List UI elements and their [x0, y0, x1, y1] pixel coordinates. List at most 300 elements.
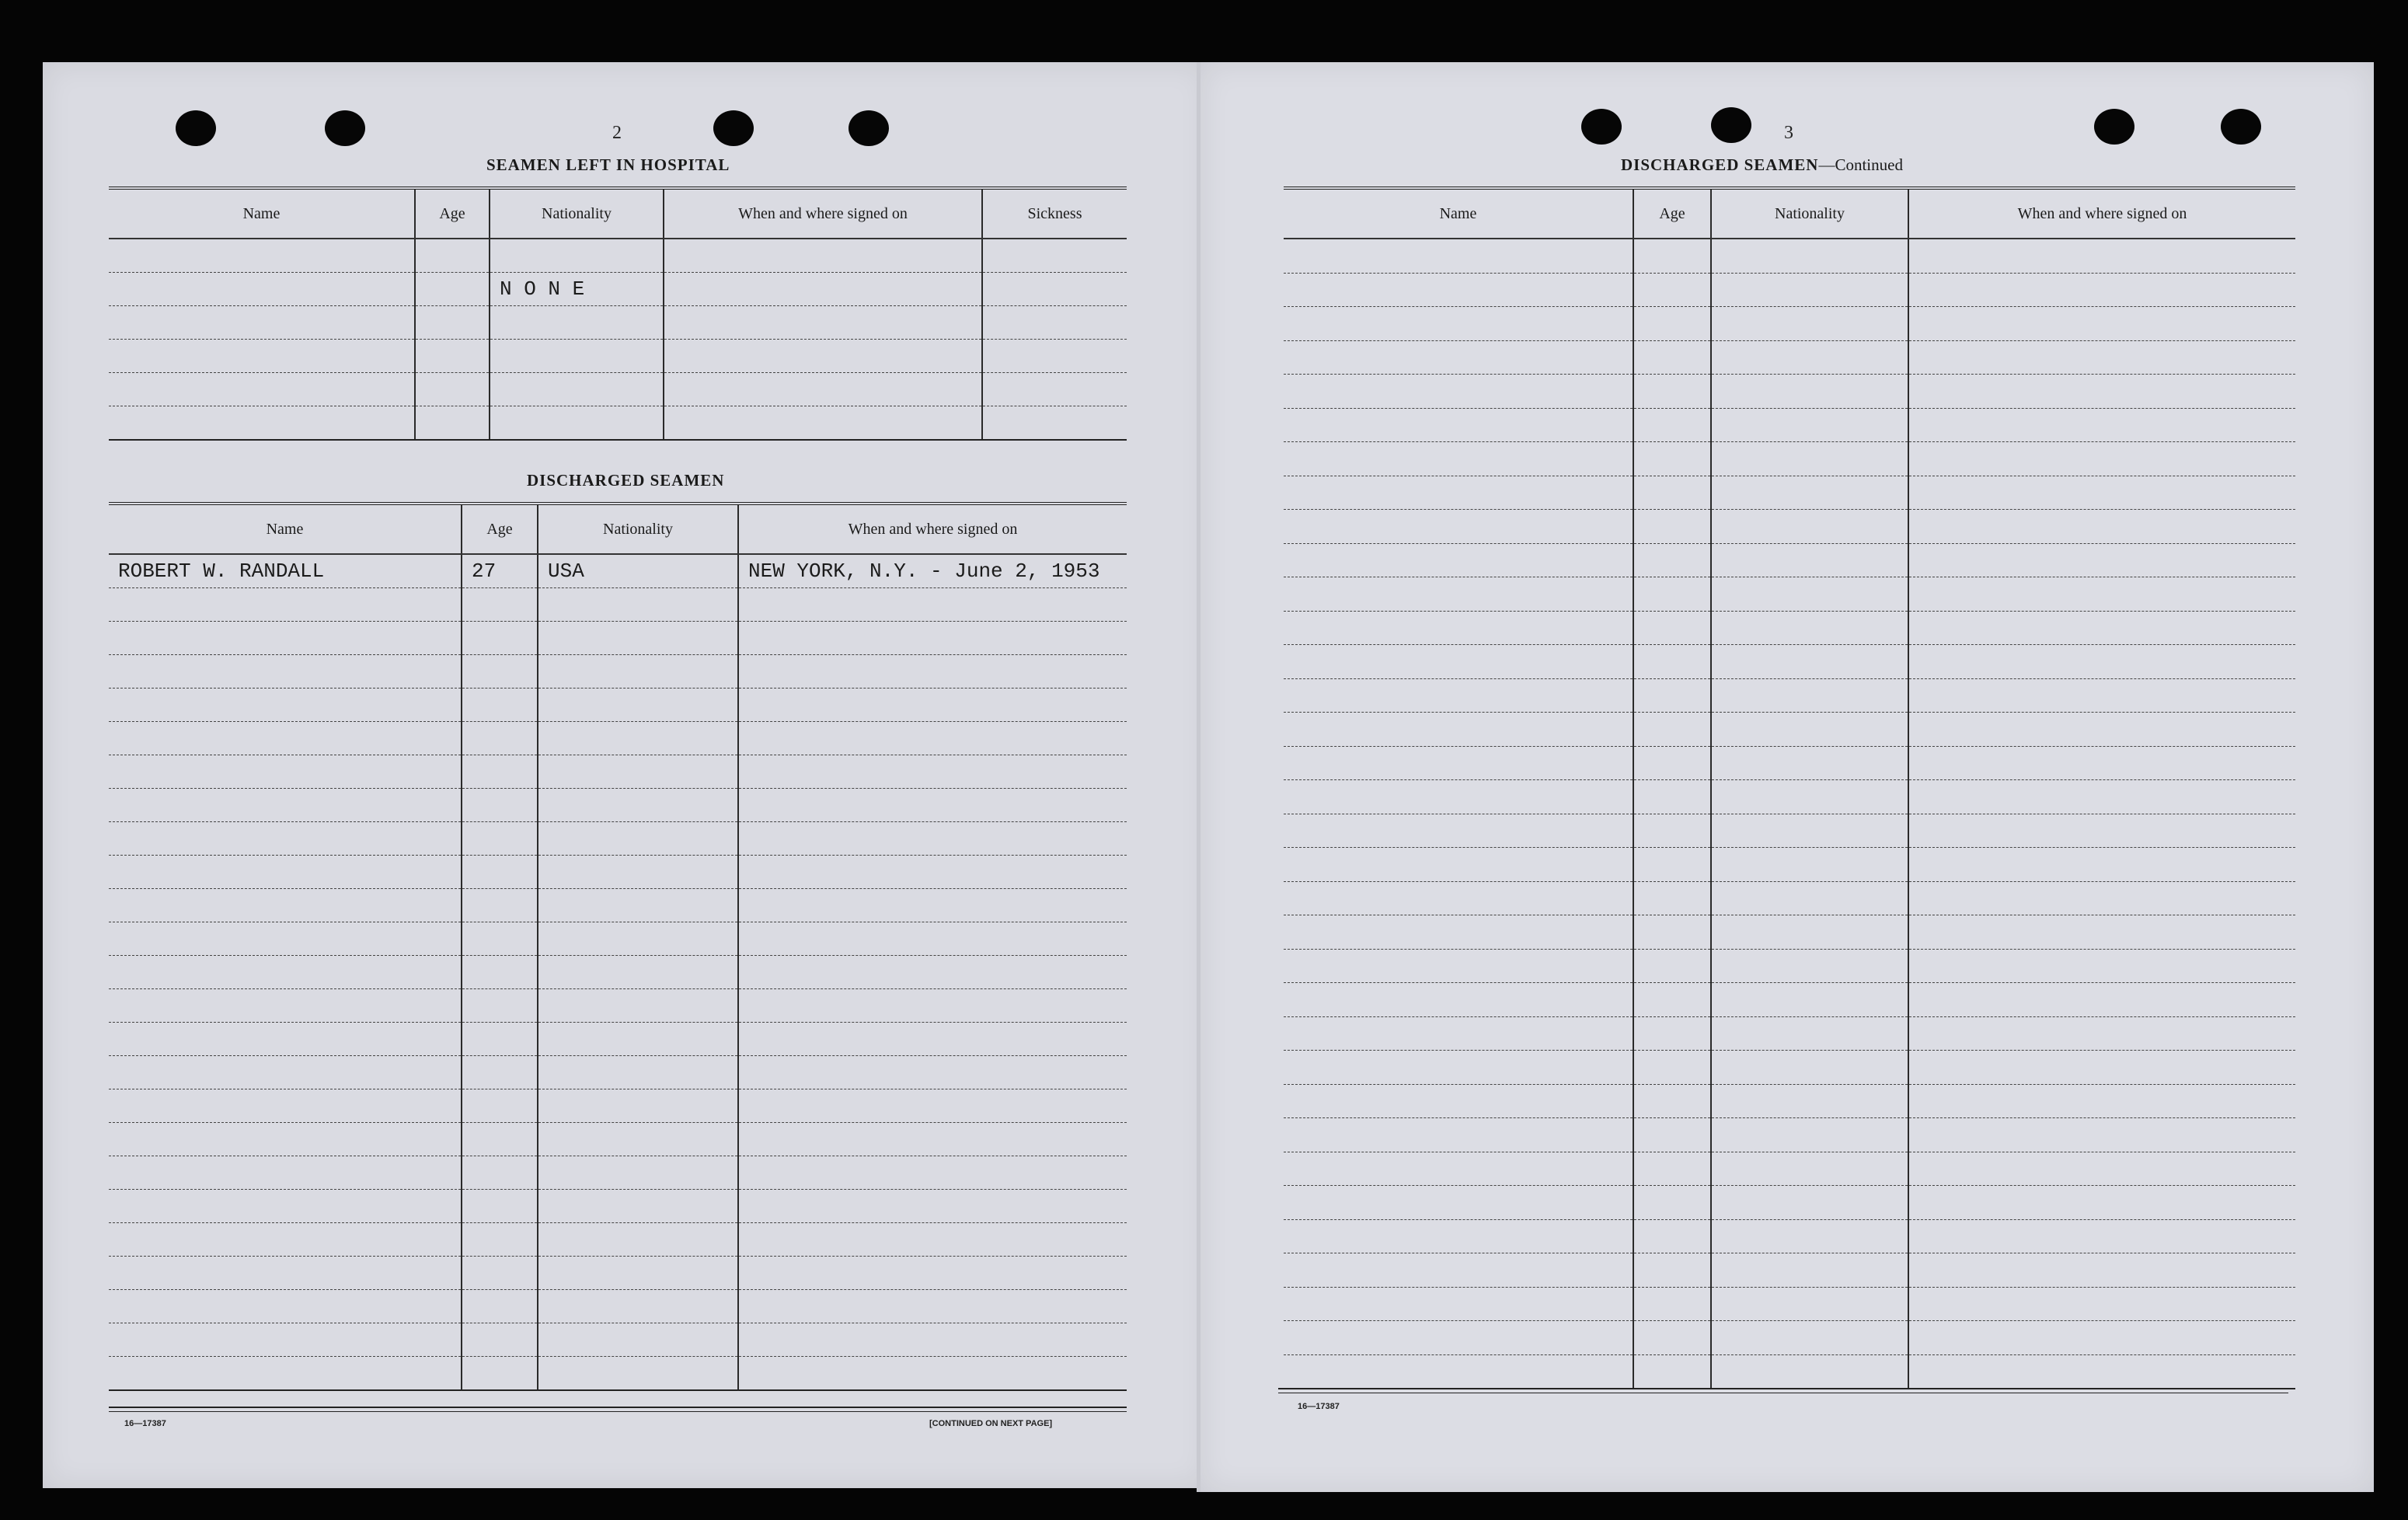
table-cell [1711, 510, 1908, 544]
table-cell [109, 1056, 462, 1089]
table-cell [490, 373, 664, 406]
table-row [1284, 239, 2295, 273]
table-cell [538, 956, 738, 989]
table-row [109, 1190, 1127, 1223]
table-row [1284, 1253, 2295, 1288]
table-row [109, 406, 1127, 441]
table-cell [109, 1290, 462, 1323]
title-text: DISCHARGED SEAMEN [1621, 155, 1819, 174]
table-cell [1908, 340, 2295, 375]
table-cell [490, 340, 664, 373]
table-cell [1633, 780, 1711, 814]
table-row [1284, 442, 2295, 476]
table-row [109, 1123, 1127, 1156]
table-row [1284, 1016, 2295, 1051]
table-row [1284, 476, 2295, 510]
table-cell [738, 822, 1127, 856]
table-cell [415, 239, 490, 273]
table-row [1284, 510, 2295, 544]
table-cell [109, 856, 462, 889]
table-row [109, 1257, 1127, 1290]
table-row [109, 306, 1127, 340]
table-cell [982, 239, 1127, 273]
table-row [1284, 408, 2295, 442]
table-cell [1284, 915, 1633, 950]
table-cell [1908, 780, 2295, 814]
table-cell [538, 1023, 738, 1056]
table-cell [1284, 273, 1633, 307]
table-row [109, 554, 1127, 588]
table-row [1284, 814, 2295, 848]
table-cell [538, 655, 738, 689]
table-cell [109, 1123, 462, 1156]
title-suffix: —Continued [1818, 155, 1903, 174]
table-cell [1284, 1354, 1633, 1389]
punch-hole [325, 110, 365, 146]
table-cell [109, 239, 415, 273]
table-cell [538, 1357, 738, 1391]
table-cell [664, 340, 982, 373]
table-cell [1711, 915, 1908, 950]
table-cell [109, 755, 462, 789]
table-cell [1908, 273, 2295, 307]
table-cell [1284, 949, 1633, 983]
table-cell [1908, 1219, 2295, 1253]
table-cell [109, 889, 462, 922]
table-cell [109, 689, 462, 722]
table-cell [1711, 814, 1908, 848]
table-row [109, 889, 1127, 922]
table-cell [1711, 307, 1908, 341]
table-cell [1711, 678, 1908, 713]
table-cell [462, 1290, 538, 1323]
table-cell [109, 1257, 462, 1290]
continued-note: [CONTINUED ON NEXT PAGE] [929, 1419, 1053, 1428]
table-cell [1908, 1354, 2295, 1389]
table-cell [538, 722, 738, 755]
table-cell [1284, 1321, 1633, 1355]
table-cell [538, 1257, 738, 1290]
table-cell [109, 622, 462, 655]
table-cell [462, 1257, 538, 1290]
table-cell [738, 922, 1127, 956]
table-cell [738, 588, 1127, 622]
table-cell [462, 588, 538, 622]
table-cell [538, 1290, 738, 1323]
table-cell [1284, 611, 1633, 645]
table-cell [1284, 543, 1633, 577]
table-row [109, 588, 1127, 622]
table-cell [490, 406, 664, 441]
table-cell [1908, 510, 2295, 544]
table-row [109, 1223, 1127, 1257]
table-cell [462, 1323, 538, 1357]
table-row [109, 922, 1127, 956]
table-cell [1908, 476, 2295, 510]
table-cell [109, 922, 462, 956]
table-cell [1633, 915, 1711, 950]
table-cell [738, 1323, 1127, 1357]
table-cell [109, 1156, 462, 1190]
table-row [109, 956, 1127, 989]
table-cell [738, 889, 1127, 922]
table-cell [462, 856, 538, 889]
table-cell [109, 956, 462, 989]
table-cell [1633, 1051, 1711, 1085]
table-cell [109, 406, 415, 441]
column-header: Nationality [1711, 188, 1908, 239]
table-cell [1633, 713, 1711, 747]
table-cell [538, 588, 738, 622]
table-cell: NEW YORK, N.Y. - June 2, 1953 [738, 554, 1127, 588]
table-cell [1711, 780, 1908, 814]
table-cell [1908, 1287, 2295, 1321]
table-cell [1908, 746, 2295, 780]
table-cell [664, 273, 982, 306]
table-cell [738, 1089, 1127, 1123]
table-cell [1908, 1321, 2295, 1355]
table-cell [1908, 1186, 2295, 1220]
table-cell [1908, 915, 2295, 950]
table-cell [109, 789, 462, 822]
table-cell [462, 722, 538, 755]
table-cell [538, 1123, 738, 1156]
table-cell [1284, 678, 1633, 713]
table-cell [462, 655, 538, 689]
table-cell [1633, 1084, 1711, 1118]
table-cell [1908, 678, 2295, 713]
table-cell [462, 922, 538, 956]
table-cell [462, 1123, 538, 1156]
table-cell [109, 1190, 462, 1223]
table-cell [1711, 577, 1908, 612]
footer-rule [109, 1407, 1127, 1412]
table-cell [1633, 510, 1711, 544]
table-cell [1711, 543, 1908, 577]
table-cell [738, 622, 1127, 655]
table-cell [1711, 1016, 1908, 1051]
column-header: When and where signed on [664, 188, 982, 239]
table-row [1284, 340, 2295, 375]
table-cell [109, 373, 415, 406]
table-row [109, 722, 1127, 755]
table-cell [1711, 713, 1908, 747]
table-cell [109, 655, 462, 689]
table-row [1284, 1287, 2295, 1321]
table-cell [1633, 611, 1711, 645]
table-row [1284, 1354, 2295, 1389]
table-cell [538, 1323, 738, 1357]
table-cell [1284, 307, 1633, 341]
table-cell [664, 406, 982, 441]
table-cell [738, 1223, 1127, 1257]
table-cell: N O N E [490, 273, 664, 306]
table-cell [1711, 408, 1908, 442]
punch-hole [176, 110, 216, 146]
table-cell [738, 956, 1127, 989]
table-cell [982, 273, 1127, 306]
table-cell [1633, 1186, 1711, 1220]
table-cell [1284, 1016, 1633, 1051]
table-cell [109, 340, 415, 373]
table-cell [462, 1190, 538, 1223]
table-cell [738, 1290, 1127, 1323]
table-cell [462, 822, 538, 856]
table-cell [1711, 1084, 1908, 1118]
table-cell [1284, 1084, 1633, 1118]
table-cell [538, 755, 738, 789]
table-cell [1908, 645, 2295, 679]
table-cell [1284, 1118, 1633, 1152]
table-cell [1908, 1152, 2295, 1186]
table-cell [1633, 408, 1711, 442]
table-cell [1908, 239, 2295, 273]
table-cell [109, 989, 462, 1023]
table-row [109, 856, 1127, 889]
table-cell [1284, 1219, 1633, 1253]
table-cell [738, 722, 1127, 755]
table-cell [1711, 476, 1908, 510]
table-cell [1908, 983, 2295, 1017]
table-cell [1633, 678, 1711, 713]
table-cell [1711, 1253, 1908, 1288]
table-cell [1284, 442, 1633, 476]
hospital-table [109, 187, 1127, 441]
column-header: Name [109, 188, 415, 239]
table-cell [109, 273, 415, 306]
table-cell [490, 239, 664, 273]
table-cell [1908, 408, 2295, 442]
table-cell [738, 1357, 1127, 1391]
table-cell [1284, 1186, 1633, 1220]
table-cell [1908, 543, 2295, 577]
table-cell [1633, 949, 1711, 983]
discharged-section-title: DISCHARGED SEAMEN [527, 471, 725, 490]
table-cell [462, 1056, 538, 1089]
column-header: Nationality [490, 188, 664, 239]
table-cell [1908, 949, 2295, 983]
table-cell [462, 1156, 538, 1190]
table-cell [109, 1323, 462, 1357]
table-row [1284, 1084, 2295, 1118]
table-cell [1633, 983, 1711, 1017]
table-cell [1711, 881, 1908, 915]
table-cell [1633, 1118, 1711, 1152]
table-row [1284, 1186, 2295, 1220]
table-cell [1711, 611, 1908, 645]
table-cell [1633, 1287, 1711, 1321]
table-cell [1284, 848, 1633, 882]
table-cell [1711, 983, 1908, 1017]
table-row [1284, 1118, 2295, 1152]
table-row [1284, 746, 2295, 780]
table-row [109, 1156, 1127, 1190]
table-cell [1711, 1051, 1908, 1085]
table-cell [1633, 476, 1711, 510]
table-row [1284, 1051, 2295, 1085]
table-cell [462, 1089, 538, 1123]
table-cell [1284, 713, 1633, 747]
table-cell [1633, 1354, 1711, 1389]
table-cell [415, 273, 490, 306]
table-row [109, 1357, 1127, 1391]
table-cell [1633, 881, 1711, 915]
table-cell [1711, 645, 1908, 679]
table-cell [1633, 239, 1711, 273]
table-cell [738, 689, 1127, 722]
table-cell [738, 1156, 1127, 1190]
table-row [109, 789, 1127, 822]
table-row [109, 1323, 1127, 1357]
table-row [1284, 375, 2295, 409]
table-cell [415, 340, 490, 373]
table-row [109, 1056, 1127, 1089]
table-cell [664, 373, 982, 406]
table-row [109, 989, 1127, 1023]
table-cell [1284, 746, 1633, 780]
table-cell [538, 622, 738, 655]
table-cell [1633, 1219, 1711, 1253]
table-cell: ROBERT W. RANDALL [109, 554, 462, 588]
continued-table [1284, 187, 2295, 1389]
table-cell [1633, 442, 1711, 476]
table-cell [1284, 645, 1633, 679]
table-header-row [109, 188, 1127, 239]
table-cell [1711, 949, 1908, 983]
table-row [1284, 983, 2295, 1017]
table-cell [538, 822, 738, 856]
table-cell [109, 822, 462, 856]
table-cell [1908, 442, 2295, 476]
table-row [1284, 1152, 2295, 1186]
table-cell [982, 406, 1127, 441]
table-row [109, 689, 1127, 722]
table-cell [1711, 442, 1908, 476]
table-row [109, 273, 1127, 306]
table-row [1284, 273, 2295, 307]
punch-hole [2221, 109, 2261, 145]
column-header: Name [109, 504, 462, 554]
table-cell [1711, 1354, 1908, 1389]
table-cell [462, 689, 538, 722]
table-cell [1633, 340, 1711, 375]
column-header: When and where signed on [1908, 188, 2295, 239]
table-cell [1908, 848, 2295, 882]
table-row [109, 239, 1127, 273]
table-cell [1908, 307, 2295, 341]
table-cell [538, 789, 738, 822]
table-cell [982, 373, 1127, 406]
table-row [1284, 577, 2295, 612]
table-cell [664, 239, 982, 273]
table-row [1284, 1219, 2295, 1253]
table-cell [664, 306, 982, 340]
table-cell [1711, 273, 1908, 307]
table-row [1284, 678, 2295, 713]
table-header-row [109, 504, 1127, 554]
table-cell [462, 956, 538, 989]
table-row [1284, 1321, 2295, 1355]
table-row [1284, 307, 2295, 341]
table-cell [1284, 510, 1633, 544]
table-cell [1711, 1287, 1908, 1321]
continued-section-title [1621, 155, 1903, 175]
table-cell [1711, 1321, 1908, 1355]
table-cell [738, 755, 1127, 789]
table-cell [1633, 273, 1711, 307]
table-cell [1908, 1253, 2295, 1288]
punch-hole [849, 110, 889, 146]
punch-hole [1711, 107, 1751, 143]
table-cell [415, 306, 490, 340]
table-cell [1908, 1016, 2295, 1051]
column-header: Sickness [982, 188, 1127, 239]
table-row [1284, 881, 2295, 915]
table-row [1284, 543, 2295, 577]
table-cell [538, 1156, 738, 1190]
table-row [1284, 949, 2295, 983]
table-cell [738, 1190, 1127, 1223]
table-cell [462, 1223, 538, 1257]
punch-hole [713, 110, 754, 146]
table-cell [1711, 375, 1908, 409]
table-cell [1633, 1016, 1711, 1051]
table-row [109, 1089, 1127, 1123]
table-cell [738, 989, 1127, 1023]
table-row [1284, 915, 2295, 950]
table-cell [1633, 645, 1711, 679]
table-row [109, 822, 1127, 856]
table-cell [109, 588, 462, 622]
hospital-section-title: SEAMEN LEFT IN HOSPITAL [486, 155, 730, 174]
punch-hole [2094, 109, 2134, 145]
table-cell [1284, 408, 1633, 442]
table-cell [982, 306, 1127, 340]
punch-hole [1581, 109, 1622, 145]
table-cell [1284, 780, 1633, 814]
table-cell [462, 622, 538, 655]
table-row [1284, 611, 2295, 645]
table-row [109, 622, 1127, 655]
page-number: 2 [612, 123, 622, 143]
table-cell [1284, 577, 1633, 612]
table-row [109, 340, 1127, 373]
table-cell [538, 856, 738, 889]
table-cell [109, 722, 462, 755]
table-row [109, 373, 1127, 406]
table-cell: USA [538, 554, 738, 588]
table-cell [538, 1223, 738, 1257]
form-number: 16—17387 [1298, 1402, 1340, 1411]
table-cell [1284, 1253, 1633, 1288]
table-cell [1633, 1152, 1711, 1186]
table-cell [1908, 611, 2295, 645]
table-cell [538, 922, 738, 956]
table-row [1284, 645, 2295, 679]
table-cell [738, 856, 1127, 889]
table-cell [538, 1089, 738, 1123]
table-cell [109, 1357, 462, 1391]
table-cell [1908, 881, 2295, 915]
table-cell [738, 789, 1127, 822]
table-cell [1633, 543, 1711, 577]
table-cell [1908, 1051, 2295, 1085]
column-header: Age [1633, 188, 1711, 239]
table-cell [462, 1023, 538, 1056]
table-cell [462, 1357, 538, 1391]
discharged-table [109, 502, 1127, 1391]
table-cell [1711, 1118, 1908, 1152]
